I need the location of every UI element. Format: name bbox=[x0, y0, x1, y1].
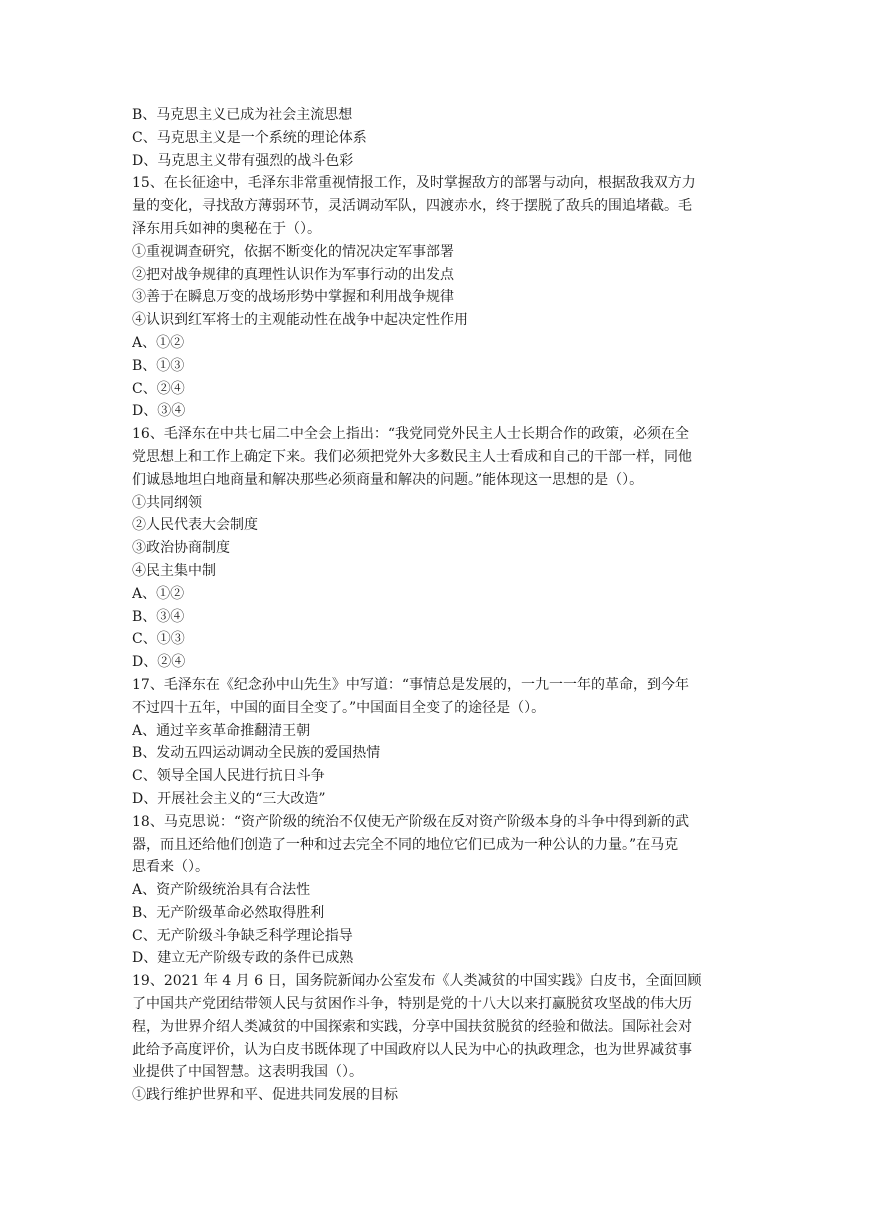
q16-statement-4: ④民主集中制 bbox=[132, 562, 216, 579]
q16-option-d: D、②④ bbox=[132, 654, 186, 671]
q19-statement-1: ①践行维护世界和平、促进共同发展的目标 bbox=[132, 1087, 398, 1104]
q16-option-c: C、①③ bbox=[132, 631, 185, 648]
q16-statement-1: ①共同纲领 bbox=[132, 494, 202, 511]
q18-stem-line-3: 思看来（）。 bbox=[132, 859, 209, 876]
q15-option-c: C、②④ bbox=[132, 380, 185, 397]
q15-statement-2: ②把对战争规律的真理性认识作为军事行动的出发点 bbox=[132, 266, 454, 283]
q17-option-d: D、开展社会主义的“三大改造” bbox=[132, 790, 326, 807]
q15-stem-line-2: 量的变化，寻找敌方薄弱环节，灵活调动军队，四渡赤水，终于摆脱了敌兵的围追堵截。毛 bbox=[132, 198, 692, 215]
q18-stem-line-2: 器，而且还给他们创造了一种和过去完全不同的地位它们已成为一种公认的力量。”在马克 bbox=[132, 836, 679, 853]
q17-option-c: C、领导全国人民进行抗日斗争 bbox=[132, 768, 325, 785]
question-15 bbox=[132, 172, 737, 423]
q15-stem-line-1: 15、在长征途中，毛泽东非常重视情报工作，及时掌握敌方的部署与动向，根据敌我双方力 bbox=[132, 175, 696, 192]
q16-option-a: A、①② bbox=[132, 585, 185, 602]
q16-stem-line-1: 16、毛泽东在中共七届二中全会上指出：“我党同党外民主人士长期合作的政策，必须在全 bbox=[132, 426, 689, 443]
q19-stem-line-4: 此给予高度评价，认为白皮书既体现了中国政府以人民为中心的执政理念，也为世界减贫事 bbox=[132, 1041, 692, 1058]
question-18 bbox=[132, 811, 737, 971]
q19-stem-line-3: 程，为世界介绍人类减贫的中国探索和实践，分享中国扶贫脱贫的经验和做法。国际社会对 bbox=[132, 1018, 692, 1035]
q16-stem-line-2: 党思想上和工作上确定下来。我们必须把党外大多数民主人士看成和自己的干部一样，同他 bbox=[132, 448, 692, 465]
q18-stem-line-1: 18、马克思说：“资产阶级的统治不仅使无产阶级在反对资产阶级本身的斗争中得到新的武 bbox=[132, 813, 689, 830]
q16-stem-line-3: 们诚恳地坦白地商量和解决那些必须商量和解决的问题。”能体现这一思想的是（）。 bbox=[132, 471, 644, 488]
q14-option-b: B、马克思主义已成为社会主流思想 bbox=[132, 107, 353, 123]
q17-option-a: A、通过辛亥革命推翻清王朝 bbox=[132, 722, 311, 739]
q18-option-c: C、无产阶级斗争缺乏科学理论指导 bbox=[132, 927, 353, 944]
q15-statement-3: ③善于在瞬息万变的战场形势中掌握和利用战争规律 bbox=[132, 289, 454, 306]
q18-option-d: D、建立无产阶级专政的条件已成熟 bbox=[132, 950, 354, 967]
q17-stem-line-1: 17、毛泽东在《纪念孙中山先生》中写道：“事情总是发展的，一九一一年的革命，到今年 bbox=[132, 676, 689, 693]
q14-option-c: C、马克思主义是一个系统的理论体系 bbox=[132, 129, 367, 146]
q19-stem-line-5: 业提供了中国智慧。这表明我国（）。 bbox=[132, 1064, 363, 1081]
q17-option-b: B、发动五四运动调动全民族的爱国热情 bbox=[132, 745, 381, 762]
q16-option-b: B、③④ bbox=[132, 608, 185, 625]
question-17 bbox=[132, 674, 737, 811]
q15-statement-4: ④认识到红军将士的主观能动性在战争中起决定性作用 bbox=[132, 312, 468, 329]
q14-options bbox=[132, 104, 737, 172]
q18-option-a: A、资产阶级统治具有合法性 bbox=[132, 882, 311, 899]
q15-stem-line-3: 泽东用兵如神的奥秘在于（）。 bbox=[132, 220, 321, 237]
q19-stem-line-1: 19、2021 年 4 月 6 日，国务院新闻办公室发布《人类减贫的中国实践》白皮书，全面回顾 bbox=[132, 973, 702, 990]
q15-statement-1: ①重视调查研究，依据不断变化的情况决定军事部署 bbox=[132, 243, 454, 260]
q15-option-a: A、①② bbox=[132, 334, 185, 351]
q18-option-b: B、无产阶级革命必然取得胜利 bbox=[132, 904, 325, 921]
q16-statement-2: ②人民代表大会制度 bbox=[132, 517, 258, 534]
q14-option-d: D、马克思主义带有强烈的战斗色彩 bbox=[132, 152, 354, 169]
exam-page bbox=[132, 104, 737, 1107]
question-16 bbox=[132, 423, 737, 674]
q19-stem-line-2: 了中国共产党团结带领人民与贫困作斗争，特别是党的十八大以来打赢脱贫攻坚战的伟大历 bbox=[132, 996, 692, 1013]
q17-stem-line-2: 不过四十五年，中国的面目全变了。”中国面目全变了的途径是（）。 bbox=[132, 699, 546, 716]
q15-option-b: B、①③ bbox=[132, 357, 185, 374]
question-19 bbox=[132, 970, 737, 1107]
q15-option-d: D、③④ bbox=[132, 403, 186, 420]
q16-statement-3: ③政治协商制度 bbox=[132, 540, 230, 557]
